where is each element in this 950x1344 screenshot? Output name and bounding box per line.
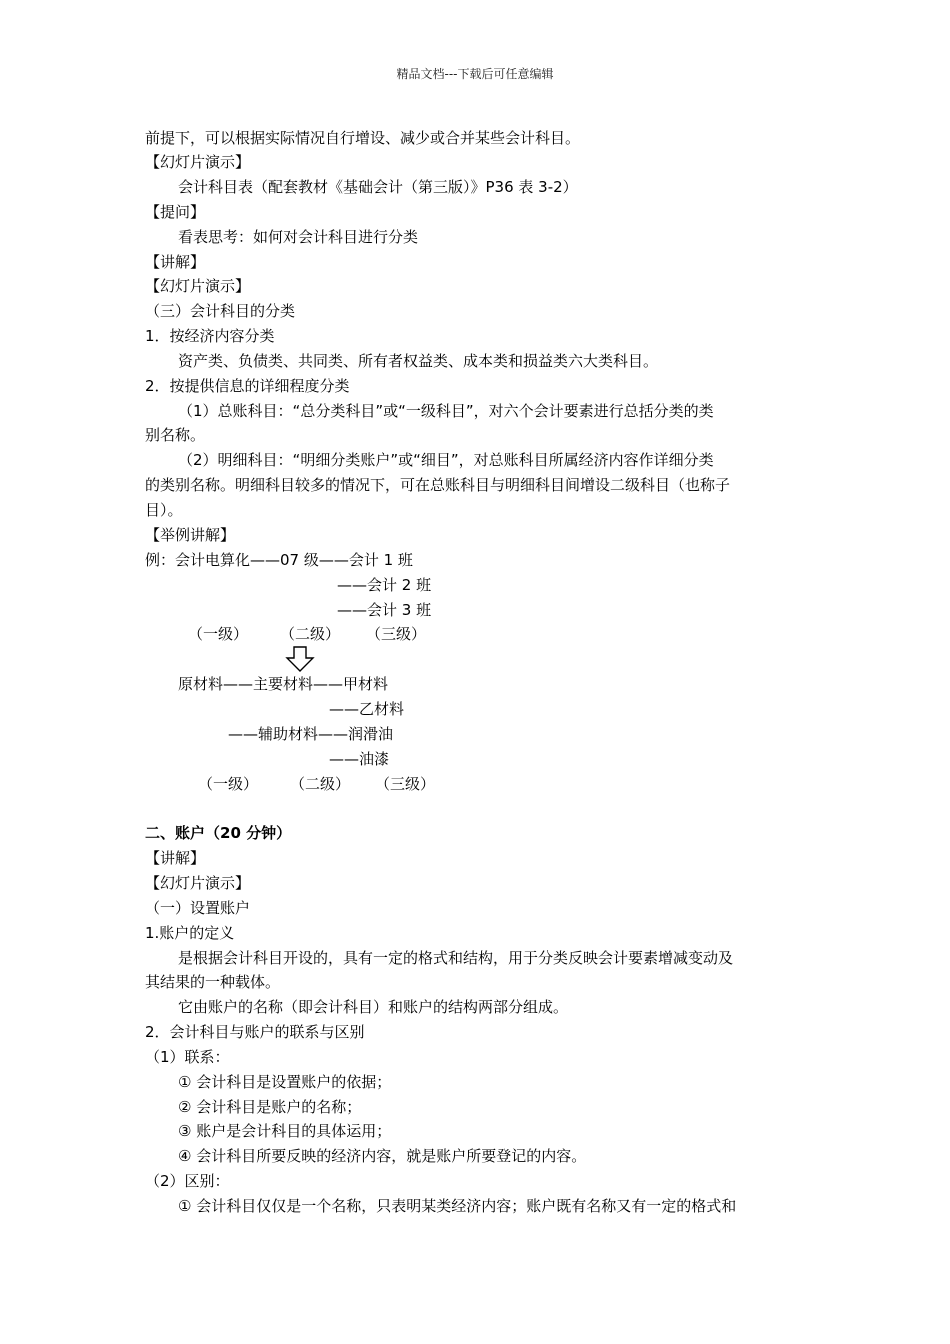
subheading: （2）区别： [145,1172,230,1190]
section-tag: 【幻灯片演示】 [145,153,251,171]
text-line: 它由账户的名称（即会计科目）和账户的结构两部分组成。 [178,998,569,1016]
level-label: （二级） [290,775,351,793]
text-line: 前提下，可以根据实际情况自行增设、减少或合并某些会计科目。 [145,129,581,147]
text-line: （2）明细科目：“明细分类账户”或“细目”，对总账科目所属经济内容作详细分类 [178,451,714,469]
list-item: ③ 账户是会计科目的具体运用； [178,1122,392,1140]
tree-line: ——油漆 [329,750,390,768]
text-line: 会计科目表（配套教材《基础会计（第三版）》P36 表 3-2） [178,178,578,196]
level-label: （二级） [280,625,341,643]
text-line: 目）。 [145,501,183,519]
tree-line: ——会计 3 班 [337,601,432,619]
tree-line: 原材料——主要材料——甲材料 [178,675,389,693]
subheading: 2．会计科目与账户的联系与区别 [145,1023,365,1041]
text-line: 看表思考：如何对会计科目进行分类 [178,228,419,246]
text-line: 其结果的一种载体。 [145,973,281,991]
text-line: 别名称。 [145,426,206,444]
down-arrow-icon [285,646,315,672]
level-label: （一级） [198,775,259,793]
text-line: （1）总账科目：“总分类科目”或“一级科目”，对六个会计要素进行总括分类的类 [178,402,714,420]
tree-line: 例：会计电算化——07 级——会计 1 班 [145,551,413,569]
level-label: （三级） [375,775,436,793]
section-tag: 【提问】 [145,203,206,221]
subheading: 1.账户的定义 [145,924,235,942]
tree-line: ——辅助材料——润滑油 [228,725,394,743]
list-item: ① 会计科目是设置账户的依据； [178,1073,392,1091]
section-tag: 【举例讲解】 [145,526,236,544]
list-item: ④ 会计科目所要反映的经济内容，就是账户所要登记的内容。 [178,1147,587,1165]
text-line: 资产类、负债类、共同类、所有者权益类、成本类和损益类六大类科目。 [178,352,659,370]
level-label: （三级） [366,625,427,643]
subheading: （一）设置账户 [145,899,251,917]
section-tag: 【讲解】 [145,253,206,271]
level-label: （一级） [188,625,249,643]
section-tag: 【幻灯片演示】 [145,277,251,295]
subheading: （1）联系： [145,1048,230,1066]
subheading: 2．按提供信息的详细程度分类 [145,377,350,395]
text-line: 是根据会计科目开设的，具有一定的格式和结构，用于分类反映会计要素增减变动及 [178,949,734,967]
section-tag: 【讲解】 [145,849,206,867]
section-tag: 【幻灯片演示】 [145,874,251,892]
list-item: ② 会计科目是账户的名称； [178,1098,362,1116]
list-item: ① 会计科目仅仅是一个名称，只表明某类经济内容；账户既有名称又有一定的格式和 [178,1197,737,1215]
tree-line: ——乙材料 [329,700,405,718]
tree-line: ——会计 2 班 [337,576,432,594]
subheading: （三）会计科目的分类 [145,302,296,320]
page-header: 精品文档---下载后可任意编辑 [396,67,554,81]
section-heading: 二、账户（20 分钟） [145,824,292,842]
text-line: 的类别名称。明细科目较多的情况下，可在总账科目与明细科目间增设二级科目（也称子 [145,476,731,494]
subheading: 1．按经济内容分类 [145,327,275,345]
